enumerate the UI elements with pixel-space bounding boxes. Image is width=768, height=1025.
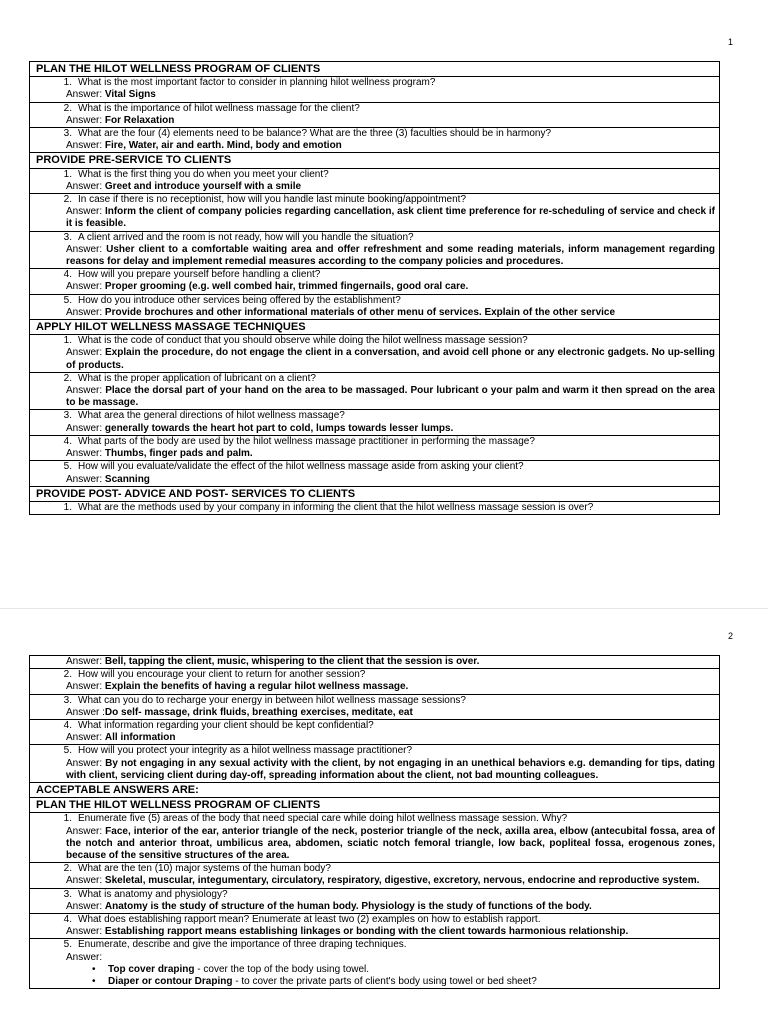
answer-label: Answer: bbox=[66, 180, 105, 192]
question-cell bbox=[30, 372, 720, 410]
question-number: 3. bbox=[63, 410, 72, 422]
draping-item bbox=[92, 964, 715, 976]
question-cell bbox=[30, 128, 720, 153]
answer-text: By not engaging in any sexual activity with the client, by not engaging in an unethical behaviors e.g. demanding for tips, dating with client, servicing client during day-off, spreading information about the client, not bad mounting colleagues. bbox=[66, 757, 715, 781]
answer-text: Proper grooming (e.g. well combed hair, trimmed fingernails, good oral care. bbox=[104, 281, 469, 293]
answer-label: Answer: bbox=[66, 89, 105, 101]
qa-table bbox=[29, 655, 720, 989]
answer-text: Vital Signs bbox=[104, 89, 156, 101]
answer-line bbox=[36, 385, 715, 409]
bullet-icon: • bbox=[92, 963, 96, 975]
question-number: 3. bbox=[63, 694, 72, 706]
question-text: What are the four (4) elements need to be balance? What are the three (3) faculties should be in harmony? bbox=[78, 128, 552, 140]
answer-text: Face, interior of the ear, anterior triangle of the neck, posterior triangle of the neck, axilla area, elbow (antecubital fossa, area of the notch and anterior throat, umbilicus area, abdomen, sciatic notch femoral triangle, low back, popliteal fossa, erogenous zones, because of the sensitive structures of the area. bbox=[66, 825, 715, 862]
question-text: What are the methods used by your company in informing the client that the hilot wellness massage session is over? bbox=[78, 501, 594, 513]
question-row bbox=[30, 294, 720, 319]
question-cell bbox=[30, 694, 720, 719]
answer-label: Answer: bbox=[66, 114, 105, 126]
question-text: What are the ten (10) major systems of the human body? bbox=[78, 863, 331, 875]
question-number: 5. bbox=[63, 461, 72, 473]
question-row bbox=[30, 501, 720, 514]
question-cell bbox=[30, 231, 720, 269]
question-row bbox=[30, 745, 720, 783]
question-line bbox=[36, 745, 715, 757]
question-row bbox=[30, 720, 720, 745]
question-number: 3. bbox=[63, 231, 72, 243]
section-title: PLAN THE HILOT WELLNESS PROGRAM OF CLIENTS bbox=[30, 798, 720, 813]
answer-text: generally towards the heart hot part to cold, lumps towards lesser lumps. bbox=[104, 422, 454, 434]
question-line bbox=[36, 436, 715, 448]
answer-label: Answer: bbox=[66, 951, 103, 963]
question-line bbox=[36, 813, 715, 825]
question-line bbox=[36, 914, 715, 926]
question-row bbox=[30, 863, 720, 888]
question-text: What area the general directions of hilot wellness massage? bbox=[78, 410, 345, 422]
question-cell bbox=[30, 501, 720, 514]
question-line bbox=[36, 232, 715, 244]
answer-line bbox=[36, 89, 715, 101]
question-text: How will you encourage your client to return for another session? bbox=[78, 669, 366, 681]
answer-text: For Relaxation bbox=[104, 114, 175, 126]
question-cell bbox=[30, 720, 720, 745]
question-cell bbox=[30, 863, 720, 888]
answer-line bbox=[36, 474, 715, 486]
question-cell bbox=[30, 745, 720, 783]
question-cell bbox=[30, 813, 720, 863]
answer-text: Scanning bbox=[104, 473, 150, 485]
question-number: 1. bbox=[63, 77, 72, 89]
question-number: 2. bbox=[63, 863, 72, 875]
question-row bbox=[30, 77, 720, 102]
answer-line bbox=[36, 423, 715, 435]
question-number: 1. bbox=[63, 813, 72, 825]
question-text: What information regarding your client should be kept confidential? bbox=[78, 720, 374, 732]
draping-term: Diaper or contour Draping bbox=[108, 976, 233, 988]
answer-text: Establishing rapport means establishing linkages or bonding with the client towards harmonious relationship. bbox=[104, 926, 629, 938]
answer-text: All information bbox=[104, 732, 176, 744]
question-cell bbox=[30, 669, 720, 694]
answer-label: Answer: bbox=[66, 422, 105, 434]
question-number: 4. bbox=[63, 435, 72, 447]
answer-text: Explain the procedure, do not engage the client in a conversation, and avoid cell phone or any electronic gadgets. No up-selling of products. bbox=[66, 347, 715, 371]
answer-label: Answer: bbox=[66, 306, 105, 318]
answer-label: Answer: bbox=[66, 757, 106, 769]
answer-line bbox=[36, 181, 715, 193]
answer-line bbox=[36, 826, 715, 863]
question-text: What is the most important factor to consider in planning hilot wellness program? bbox=[78, 77, 436, 89]
question-text: What can you do to recharge your energy in between hilot wellness massage sessions? bbox=[78, 694, 466, 706]
question-text: How will you evaluate/validate the effect of the hilot wellness massage aside from asking your client? bbox=[78, 461, 524, 473]
question-text: What is the importance of hilot wellness massage for the client? bbox=[78, 102, 360, 114]
question-cell bbox=[30, 168, 720, 193]
answer-line bbox=[36, 347, 715, 371]
answer-label: Answer: bbox=[66, 656, 105, 667]
question-row bbox=[30, 656, 720, 669]
question-cell bbox=[30, 656, 720, 669]
draping-desc: - to cover the private parts of client's body using towel or bed sheet? bbox=[232, 976, 537, 988]
answer-text: Greet and introduce yourself with a smile bbox=[104, 180, 302, 192]
section-title: APPLY HILOT WELLNESS MASSAGE TECHNIQUES bbox=[30, 320, 720, 335]
draping-desc: - cover the top of the body using towel. bbox=[194, 963, 370, 975]
answer-text: Inform the client of company policies regarding cancellation, ask client time preference for re-scheduling of service and check if it is feasible. bbox=[66, 206, 716, 230]
question-text: What is the first thing you do when you meet your client? bbox=[78, 168, 329, 180]
question-cell bbox=[30, 435, 720, 460]
section-title: PROVIDE PRE-SERVICE TO CLIENTS bbox=[30, 153, 720, 168]
draping-entry bbox=[108, 964, 369, 976]
question-cell bbox=[30, 939, 720, 989]
answer-line bbox=[36, 281, 715, 293]
question-text: What is the proper application of lubricant on a client? bbox=[78, 372, 316, 384]
answer-label: Answer: bbox=[66, 385, 106, 397]
question-number: 2. bbox=[63, 372, 72, 384]
answer-line bbox=[36, 926, 715, 938]
question-text: How will you protect your integrity as a hilot wellness massage practitioner? bbox=[78, 745, 413, 757]
question-line bbox=[36, 103, 715, 115]
question-cell bbox=[30, 102, 720, 127]
section-title: PROVIDE POST- ADVICE AND POST- SERVICES TO CLIENTS bbox=[30, 486, 720, 501]
answer-text: Thumbs, finger pads and palm. bbox=[104, 448, 253, 460]
answer-line bbox=[36, 732, 715, 744]
question-row bbox=[30, 669, 720, 694]
question-number: 3. bbox=[63, 888, 72, 900]
answer-label: Answer: bbox=[66, 243, 107, 255]
section-title: PLAN THE HILOT WELLNESS PROGRAM OF CLIENTS bbox=[30, 62, 720, 77]
question-cell bbox=[30, 335, 720, 373]
section-row bbox=[30, 153, 720, 168]
question-line bbox=[36, 720, 715, 732]
question-number: 2. bbox=[63, 102, 72, 114]
question-row bbox=[30, 888, 720, 913]
question-cell bbox=[30, 461, 720, 486]
answer-label: Answer: bbox=[66, 448, 105, 460]
section-row bbox=[30, 783, 720, 798]
question-line bbox=[36, 461, 715, 473]
question-line bbox=[36, 77, 715, 89]
answer-label: Answer: bbox=[66, 347, 106, 359]
question-number: 5. bbox=[63, 745, 72, 757]
answer-line bbox=[36, 140, 715, 152]
question-number: 5. bbox=[63, 939, 72, 951]
answer-text: Anatomy is the study of structure of the human body. Physiology is the study of functions of the body. bbox=[104, 900, 592, 912]
question-cell bbox=[30, 77, 720, 102]
question-cell bbox=[30, 914, 720, 939]
page-number: 2 bbox=[727, 631, 733, 641]
question-line bbox=[36, 128, 715, 140]
question-row bbox=[30, 372, 720, 410]
question-row bbox=[30, 813, 720, 863]
page-2 bbox=[0, 608, 768, 1025]
question-row bbox=[30, 461, 720, 486]
question-line bbox=[36, 169, 715, 181]
draping-item bbox=[92, 976, 715, 988]
question-text: In case if there is no receptionist, how will you handle last minute booking/appointment? bbox=[78, 194, 467, 206]
question-line bbox=[36, 373, 715, 385]
section-row bbox=[30, 320, 720, 335]
section-row bbox=[30, 798, 720, 813]
question-line bbox=[36, 695, 715, 707]
answer-label: Answer: bbox=[66, 681, 105, 693]
question-text: How will you prepare yourself before handling a client? bbox=[78, 269, 321, 281]
section-row bbox=[30, 486, 720, 501]
answer-label: Answer: bbox=[66, 900, 105, 912]
draping-term: Top cover draping bbox=[108, 963, 195, 975]
question-row bbox=[30, 914, 720, 939]
page-number: 1 bbox=[727, 37, 733, 47]
question-text: What does establishing rapport mean? Enumerate at least two (2) examples on how to establish rapport. bbox=[78, 914, 541, 926]
question-text: Enumerate five (5) areas of the body that need special care while doing hilot wellness massage session. Why? bbox=[78, 813, 568, 825]
question-cell bbox=[30, 269, 720, 294]
answer-text: Place the dorsal part of your hand on the area to be massaged. Pour lubricant o your palm and warm it then spread on the area to be massage. bbox=[66, 385, 715, 409]
answer-text: Provide brochures and other informational materials of other menu of services. Explain of the other service bbox=[104, 306, 616, 318]
question-number: 4. bbox=[63, 720, 72, 732]
draping-entry bbox=[108, 976, 537, 988]
question-number: 2. bbox=[63, 194, 72, 206]
question-row bbox=[30, 128, 720, 153]
question-number: 5. bbox=[63, 294, 72, 306]
question-line bbox=[36, 669, 715, 681]
question-number: 1. bbox=[63, 335, 72, 347]
question-text: Enumerate, describe and give the importance of three draping techniques. bbox=[78, 939, 407, 951]
answer-line bbox=[36, 952, 715, 964]
answer-line bbox=[36, 656, 715, 668]
draping-list bbox=[36, 964, 715, 988]
question-cell bbox=[30, 888, 720, 913]
answer-line bbox=[36, 115, 715, 127]
answer-label: Answer: bbox=[66, 206, 105, 218]
question-row bbox=[30, 194, 720, 232]
answer-line bbox=[36, 206, 715, 230]
answer-text: Usher client to a comfortable waiting area and offer refreshment and some reading materials, inform management regarding reasons for delay and implement remedial measures according to the company policies and procedures. bbox=[66, 243, 715, 268]
question-number: 3. bbox=[63, 128, 72, 140]
question-row bbox=[30, 168, 720, 193]
answer-line bbox=[36, 875, 715, 887]
question-line bbox=[36, 269, 715, 281]
answer-label: Answer: bbox=[66, 875, 105, 887]
question-row bbox=[30, 231, 720, 269]
answer-text: Do self- massage, drink fluids, breathing exercises, meditate, eat bbox=[104, 706, 413, 718]
qa-table bbox=[29, 61, 720, 515]
question-line bbox=[36, 194, 715, 206]
question-line bbox=[36, 502, 715, 514]
answer-line bbox=[36, 244, 715, 268]
answer-label: Answer: bbox=[66, 732, 105, 744]
question-text: How do you introduce other services being offered by the establishment? bbox=[78, 294, 401, 306]
answer-text: Bell, tapping the client, music, whispering to the client that the session is over. bbox=[104, 656, 480, 667]
section-row bbox=[30, 62, 720, 77]
question-row bbox=[30, 694, 720, 719]
answer-line bbox=[36, 901, 715, 913]
question-line bbox=[36, 335, 715, 347]
question-text: What parts of the body are used by the hilot wellness massage practitioner in performing the massage? bbox=[78, 435, 535, 447]
answer-text: Skeletal, muscular, integumentary, circulatory, respiratory, digestive, excretory, nervous, endocrine and reproductive system. bbox=[104, 875, 700, 887]
question-line bbox=[36, 863, 715, 875]
question-text: What is anatomy and physiology? bbox=[78, 888, 228, 900]
question-cell bbox=[30, 410, 720, 435]
question-row bbox=[30, 269, 720, 294]
question-text: What is the code of conduct that you should observe while doing the hilot wellness massage session? bbox=[78, 335, 528, 347]
answer-line bbox=[36, 707, 715, 719]
answer-label: Answer : bbox=[66, 706, 105, 718]
answer-label: Answer: bbox=[66, 140, 105, 152]
question-cell bbox=[30, 194, 720, 232]
bullet-icon: • bbox=[92, 976, 96, 988]
question-row bbox=[30, 939, 720, 989]
question-text: A client arrived and the room is not ready, how will you handle the situation? bbox=[78, 231, 414, 243]
answer-label: Answer: bbox=[66, 825, 106, 837]
question-line bbox=[36, 295, 715, 307]
question-number: 4. bbox=[63, 914, 72, 926]
answer-text: Fire, Water, air and earth. Mind, body and emotion bbox=[104, 140, 342, 152]
answer-text: Explain the benefits of having a regular hilot wellness massage. bbox=[104, 681, 409, 693]
question-row bbox=[30, 410, 720, 435]
answer-line bbox=[36, 307, 715, 319]
question-cell bbox=[30, 294, 720, 319]
question-number: 4. bbox=[63, 269, 72, 281]
question-line bbox=[36, 889, 715, 901]
section-title: ACCEPTABLE ANSWERS ARE: bbox=[30, 783, 720, 798]
answer-line bbox=[36, 681, 715, 693]
answer-label: Answer: bbox=[66, 926, 105, 938]
answer-label: Answer: bbox=[66, 473, 105, 485]
answer-label: Answer: bbox=[66, 281, 105, 293]
question-line bbox=[36, 410, 715, 422]
question-row bbox=[30, 435, 720, 460]
question-number: 2. bbox=[63, 669, 72, 681]
question-row bbox=[30, 335, 720, 373]
question-row bbox=[30, 102, 720, 127]
question-line bbox=[36, 939, 715, 951]
answer-line bbox=[36, 448, 715, 460]
answer-line bbox=[36, 758, 715, 782]
question-number: 1. bbox=[63, 168, 72, 180]
question-number: 1. bbox=[63, 501, 72, 513]
